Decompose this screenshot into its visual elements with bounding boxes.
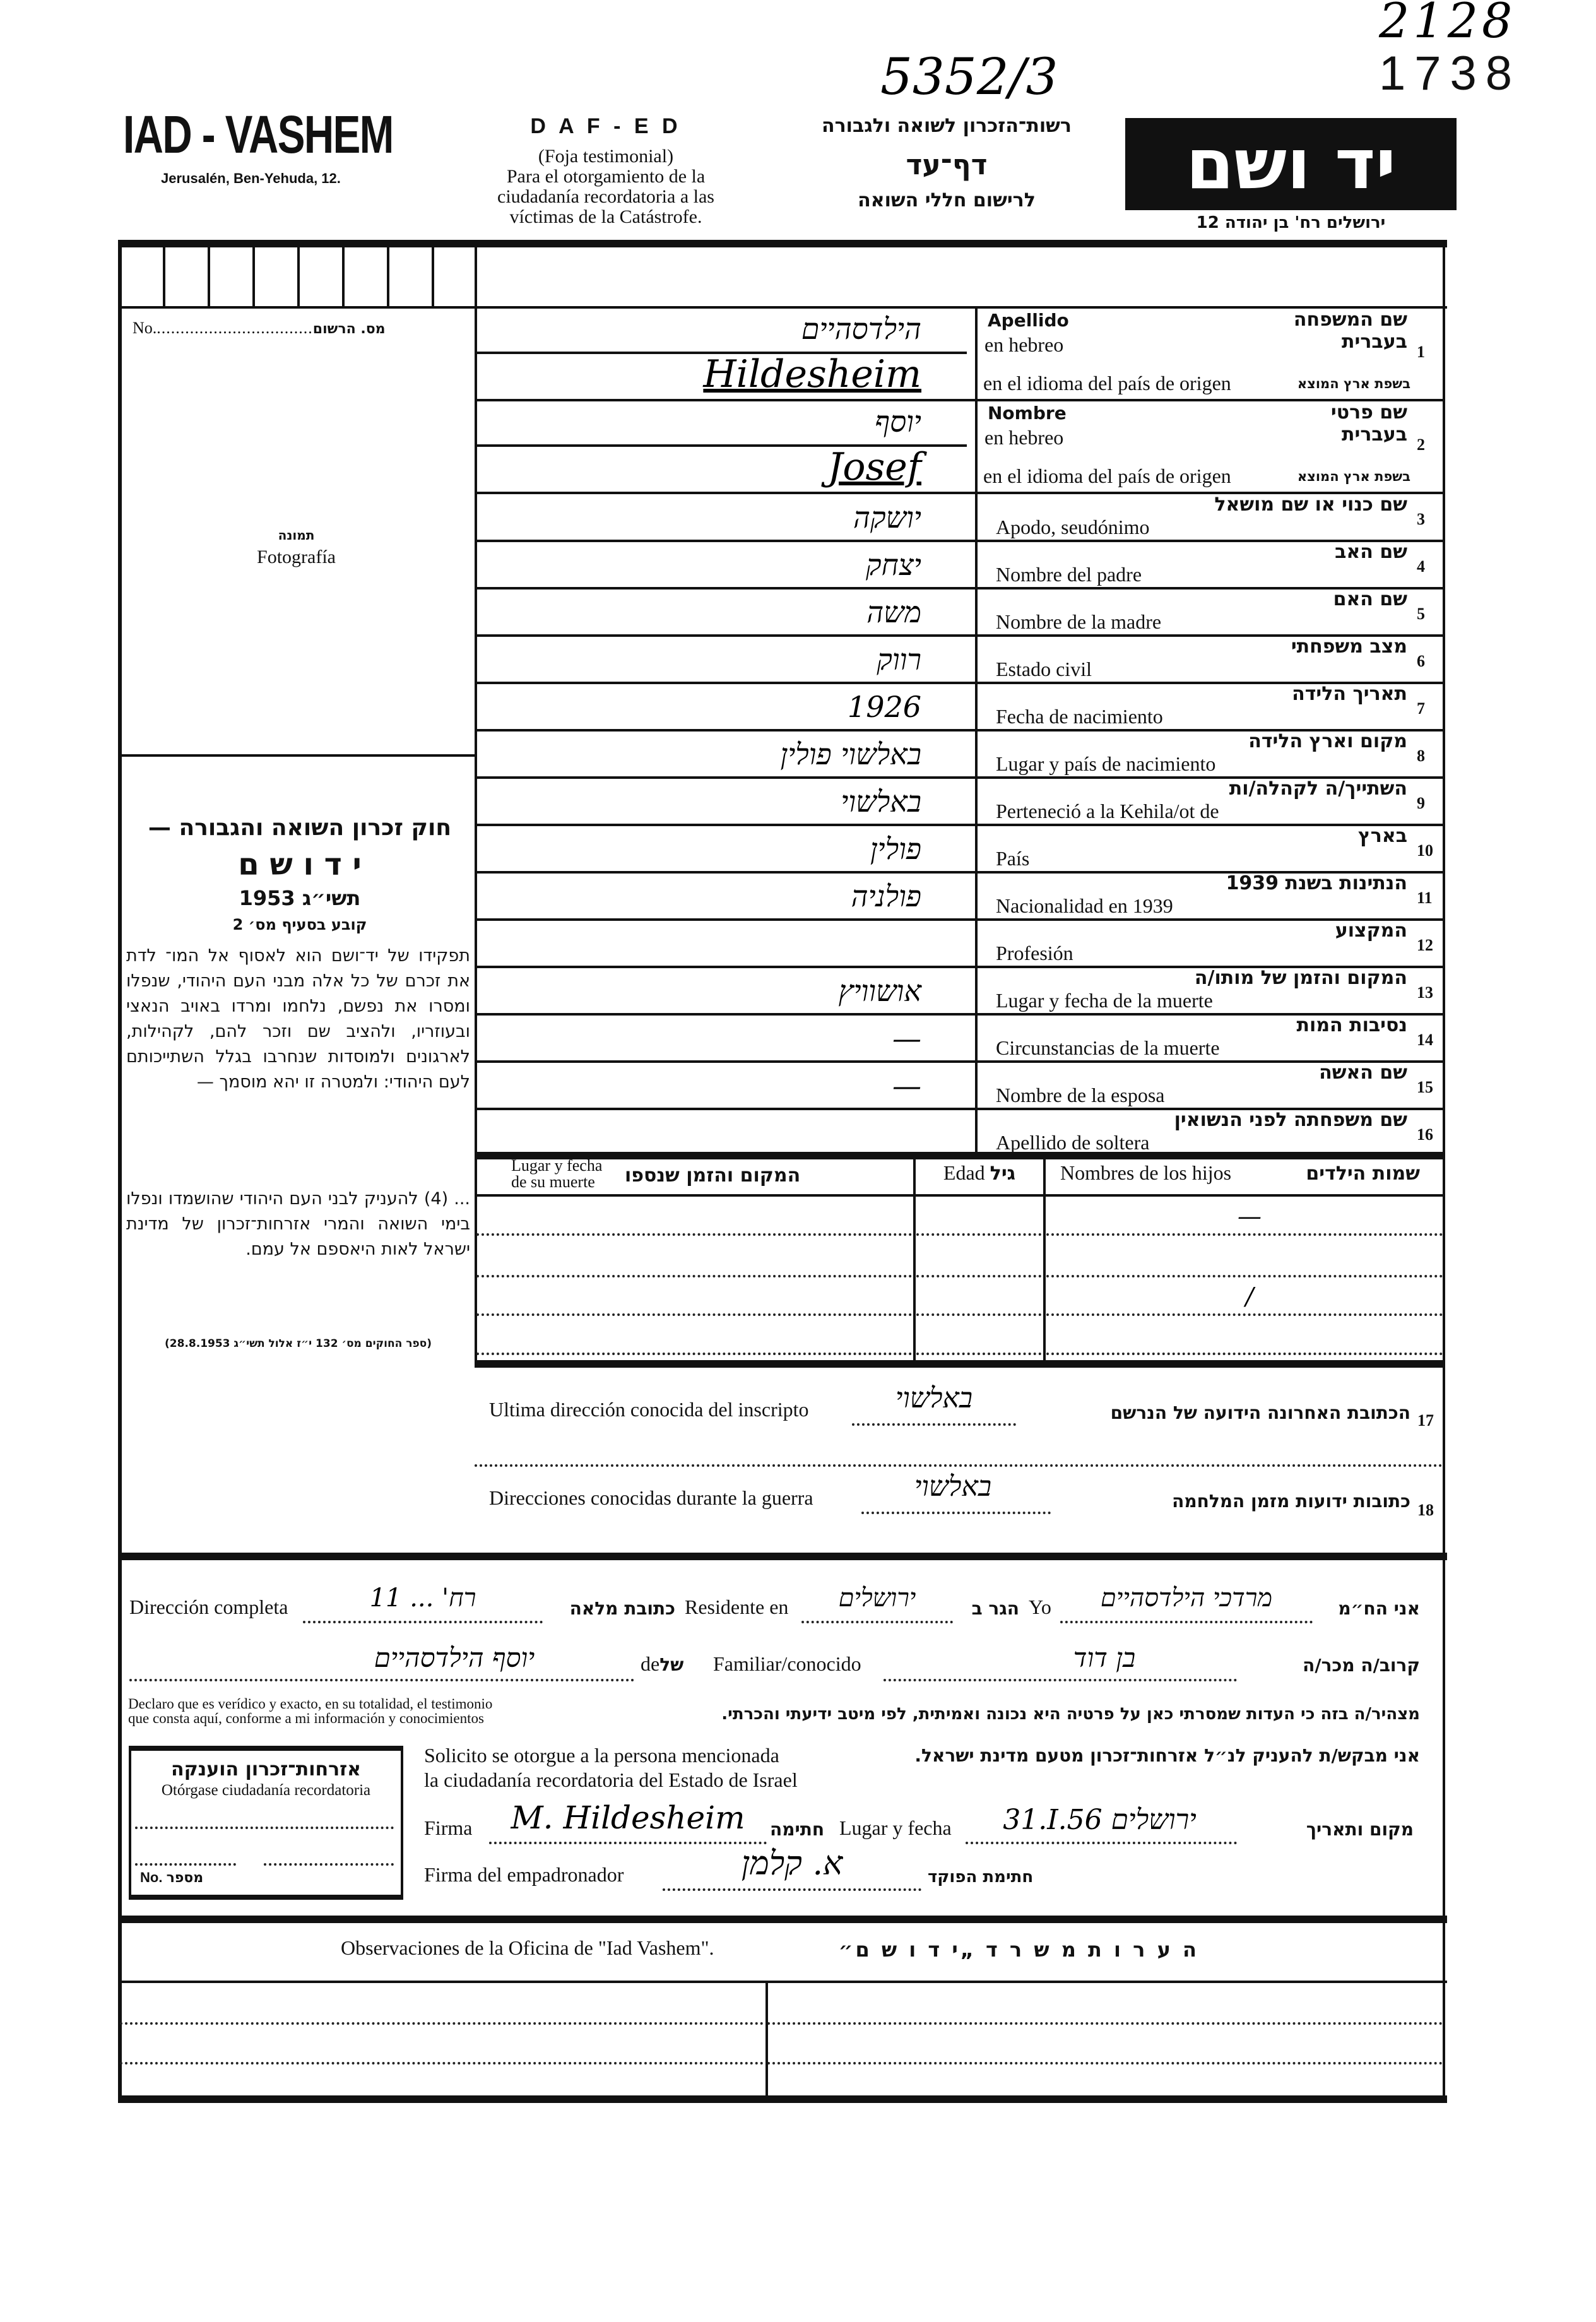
field-label-main: Nombre xyxy=(988,403,1067,424)
field-label-he: השתייך/ה לקהלה/ות xyxy=(1229,778,1407,800)
observation-line[interactable] xyxy=(120,2022,764,2025)
field-value[interactable]: — xyxy=(892,1021,921,1055)
field-label-he: שם האב xyxy=(1335,541,1407,563)
reg-no-label: No..................................מס. הרשום xyxy=(133,319,386,337)
section-divider xyxy=(118,1916,1447,1923)
field-value-hebrew[interactable]: יוסף xyxy=(875,405,921,439)
label-divider xyxy=(975,306,978,399)
frame-top xyxy=(118,240,1447,247)
field-value[interactable]: באלשוי xyxy=(841,785,921,819)
form-desc-line: víctimas de la Catástrofe. xyxy=(509,206,702,227)
field-value-origin[interactable]: Josef xyxy=(827,445,921,489)
org-address: Jerusalén, Ben-Yehuda, 12. xyxy=(161,170,341,186)
relation-label: Familiar/conocido xyxy=(713,1652,861,1675)
field-number: 17 xyxy=(1417,1411,1434,1430)
declaration-text-he: מצהיר/ה בזה כי העדות שמסרתי כאן על פרטיה היא נכונה ואמיתית, לפי מיטב ידיעתי והכרתי. xyxy=(721,1705,1420,1724)
label-divider xyxy=(975,871,978,918)
stamp-line xyxy=(135,1827,394,1829)
observation-line[interactable] xyxy=(767,2022,1443,2025)
request-text-2: la ciudadanía recordatoria del Estado de Israel xyxy=(424,1768,798,1791)
field-number: 3 xyxy=(1417,510,1425,528)
war-address-label: Direcciones conocidas durante la guerra xyxy=(489,1486,813,1509)
children-row-line xyxy=(916,1313,1041,1316)
children-row-line xyxy=(1046,1275,1443,1277)
field-label-he-sub: בעברית xyxy=(1342,331,1407,353)
archive-number-1: 2128 xyxy=(1379,0,1516,49)
registrar-signature[interactable]: א. קלמן xyxy=(741,1845,843,1883)
children-row-line xyxy=(1046,1233,1443,1236)
form-desc-line: ciudadanía recordatoria a las xyxy=(497,186,714,207)
observations-divider xyxy=(118,1981,1447,1983)
relation-label-he: קרוב/ה מכר/ה xyxy=(1303,1655,1420,1676)
logo-address: ירושלים רח' בן יהודה 12 xyxy=(1196,213,1386,232)
field-label: Perteneció a la Kehila/ot de xyxy=(996,800,1219,822)
label-divider xyxy=(975,729,978,776)
child-name[interactable]: / xyxy=(1245,1282,1254,1310)
field-value[interactable]: יצחק xyxy=(865,548,921,582)
law-source: (ספר החוקים מס׳ 132 י״ז אלול תשי״ג 28.8.1953) xyxy=(165,1337,432,1350)
of-es: de xyxy=(641,1652,660,1675)
registrar-label-he: חתימת הפוקד xyxy=(928,1868,1034,1887)
field-number: 13 xyxy=(1417,983,1433,1002)
form-title: D A F - E D xyxy=(530,114,682,138)
label-divider xyxy=(975,399,978,492)
section-divider xyxy=(118,1553,1447,1560)
observation-line[interactable] xyxy=(120,2062,764,2064)
children-row-line xyxy=(916,1353,1041,1355)
field-number: 4 xyxy=(1417,557,1425,576)
label-divider xyxy=(975,1060,978,1108)
form-desc-line: Para el otorgamiento de la xyxy=(506,166,706,187)
relation-value[interactable]: בן דוד xyxy=(1073,1642,1136,1673)
field-origin-label-he: בשפת ארץ המוצא xyxy=(1297,376,1410,391)
field-label-main: Apellido xyxy=(988,310,1069,331)
law-text-1: תפקידו של יד־ושם הוא לאסוף אל המו־ לדת את זכרם של כל אלה מבני העם היהודי, שנפלו ומסרו את נפשם, נלחמו ומרדו באויב הנאצי ובעוזריו, ולהציב שם וזכר להם, לקהילות, לארגונים ולמוסדות שנחרבו בגלל השתייכותם לעם היהודי: ולמטרה זו יהא מוסמך — xyxy=(126,946,470,1092)
field-value[interactable]: באלשוי פולין xyxy=(780,737,921,771)
he-form-title: דף־עד xyxy=(906,149,988,181)
photo-label-he: תמונה xyxy=(278,528,315,543)
frame-left xyxy=(118,240,122,2102)
field-origin-label-he: בשפת ארץ המוצא xyxy=(1297,469,1410,484)
field-label-he: מצב משפחתי xyxy=(1291,636,1407,658)
place-date-label-he: מקום ותאריך xyxy=(1306,1819,1414,1840)
observations-label-he: ה ע ר ו ת מ ש ר ד „י ד ו ש ם״ xyxy=(838,1938,1199,1962)
field-label: Nombre de la esposa xyxy=(996,1084,1165,1106)
field-label: Estado civil xyxy=(996,658,1092,680)
reg-box-divider xyxy=(252,243,255,306)
label-divider xyxy=(975,634,978,682)
children-row-line xyxy=(476,1233,912,1236)
resident-value[interactable]: ירושלים xyxy=(838,1584,916,1613)
field-value[interactable]: פולין xyxy=(870,832,921,866)
field-label: País xyxy=(996,847,1030,870)
field-label: Lugar y país de nacimiento xyxy=(996,752,1216,775)
war-address-value[interactable]: באלשוי xyxy=(914,1471,992,1503)
field-number: 15 xyxy=(1417,1078,1433,1096)
col-divider xyxy=(1043,1158,1046,1360)
address-value[interactable]: רח' ... 11 xyxy=(369,1584,476,1613)
field-number: 2 xyxy=(1417,435,1425,454)
logo-text: יד ושם xyxy=(1185,124,1397,204)
label-divider xyxy=(975,492,978,540)
resident-label-he: הגר ב xyxy=(971,1598,1019,1619)
victim-name[interactable]: יוסף הילדסהיים xyxy=(374,1642,535,1673)
field-label: Lugar y fecha de la muerte xyxy=(996,989,1213,1012)
photo-label: Fotografía xyxy=(257,547,336,567)
yo-label-he: אני הח״מ xyxy=(1338,1598,1420,1619)
label-divider xyxy=(975,966,978,1013)
signature-value[interactable]: M. Hildesheim xyxy=(511,1799,745,1836)
form-description xyxy=(454,146,757,227)
field-value-hebrew[interactable]: הילדסהיים xyxy=(801,312,921,346)
last-address-value[interactable]: באלשוי xyxy=(895,1382,973,1414)
of-he: של xyxy=(659,1654,684,1675)
law-name: י ד ו ש ם xyxy=(238,847,362,882)
frame-bottom xyxy=(118,2095,1447,2103)
field-label-sub: en hebreo xyxy=(984,426,1064,449)
stamp-line xyxy=(264,1863,394,1866)
observation-line[interactable] xyxy=(767,2062,1443,2064)
field-value[interactable]: יושקה xyxy=(853,501,921,535)
children-row-line xyxy=(916,1275,1041,1277)
law-title: חוק זכרון השואה והגבורה — xyxy=(148,815,452,841)
of-label xyxy=(641,1652,683,1676)
field-number: 6 xyxy=(1417,652,1425,670)
declaration-text: Declaro que es verídico y exacto, en su totalidad, el testimonio que consta aquí, conforme a mi información y conocimientos xyxy=(128,1696,493,1726)
field-label-sub: en hebreo xyxy=(984,333,1064,356)
place-date-label: Lugar y fecha xyxy=(839,1816,952,1839)
citizenship-stamp-box xyxy=(129,1746,403,1900)
row-divider-dotted xyxy=(475,1464,1443,1467)
field-value[interactable]: משה xyxy=(866,595,921,629)
he-authority: רשות־הזכרון לשואה ולגבורה xyxy=(822,115,1072,137)
address-label: Dirección completa xyxy=(129,1596,288,1618)
children-row-line xyxy=(1046,1313,1443,1316)
label-divider xyxy=(975,682,978,729)
field-number: 12 xyxy=(1417,936,1433,954)
resident-line xyxy=(801,1621,953,1623)
address-label-he: כתובת מלאה xyxy=(569,1598,675,1619)
field-number: 10 xyxy=(1417,841,1433,860)
field-value[interactable]: פולניה xyxy=(851,879,921,913)
col-divider xyxy=(913,1158,916,1360)
field-number: 7 xyxy=(1417,699,1425,718)
children-table-top xyxy=(475,1152,1445,1159)
form-subtitle: (Foja testimonial) xyxy=(538,146,674,167)
resident-label: Residente en xyxy=(685,1596,789,1618)
children-header-bottom xyxy=(475,1194,1445,1197)
field-label: Apellido de soltera xyxy=(996,1131,1150,1154)
child-name[interactable]: — xyxy=(1238,1202,1262,1230)
field-label-he: שם פרטי xyxy=(1330,401,1407,424)
of-line xyxy=(129,1679,634,1681)
col-death-label: Lugar y fecha de su muerte xyxy=(511,1156,603,1191)
yad-vashem-logo xyxy=(1125,118,1457,210)
field-label: Apodo, seudónimo xyxy=(996,516,1150,538)
frame-right xyxy=(1443,240,1445,2102)
field-number: 5 xyxy=(1417,605,1425,623)
field-label-he: הנתינות בשנת 1939 xyxy=(1226,872,1407,894)
signature-label: Firma xyxy=(424,1816,473,1839)
last-address-label: Ultima dirección conocida del inscripto xyxy=(489,1398,809,1421)
children-row-line xyxy=(1046,1353,1443,1355)
field-number: 9 xyxy=(1417,794,1425,812)
col-names-label-he: שמות הילדים xyxy=(1306,1163,1420,1185)
label-divider xyxy=(975,540,978,587)
field-number: 8 xyxy=(1417,747,1425,765)
field-label: Circunstancias de la muerte xyxy=(996,1036,1220,1059)
law-year: תשי״ג 1953 xyxy=(239,886,361,910)
field-origin-label: en el idioma del país de origen xyxy=(983,465,1231,487)
stamp-no: No. xyxy=(140,1869,163,1885)
children-row-line xyxy=(476,1275,912,1277)
reg-no-text: No. xyxy=(133,319,157,337)
field-label-he: נסיבות המות xyxy=(1296,1014,1407,1036)
reg-box-divider xyxy=(163,243,165,306)
place-date-line xyxy=(966,1842,1237,1844)
relation-line xyxy=(884,1679,1237,1681)
stamp-title: Otórgase ciudadanía recordatoria xyxy=(161,1782,371,1799)
reg-box-divider xyxy=(342,243,345,306)
col-age-label xyxy=(916,1161,1043,1185)
field-label-he: שם האשה xyxy=(1319,1062,1407,1084)
reg-box-divider xyxy=(387,243,389,306)
label-divider xyxy=(975,824,978,871)
label-divider xyxy=(975,587,978,634)
field-label-he: תאריך הלידה xyxy=(1292,683,1407,705)
field-number: 11 xyxy=(1417,889,1433,907)
yo-line xyxy=(1060,1621,1313,1623)
war-address-line xyxy=(861,1512,1051,1514)
law-text-2: ... (4) להעניק לבני העם היהודי שהושמדו ונפלו בימי השואה והמרי אזרחות־זכרון של מדינת ישראל לאות היאספם אל עמם. xyxy=(126,1189,470,1259)
last-address-label-he: הכתובת האחרונה הידועה של הנרשם xyxy=(1110,1402,1410,1423)
photo-area-bottom xyxy=(118,754,475,757)
label-divider xyxy=(975,1108,978,1155)
stamp-line xyxy=(135,1863,236,1866)
field-value[interactable]: — xyxy=(892,1069,921,1103)
declarant-name[interactable]: מרדכי הילדסהיים xyxy=(1100,1584,1273,1613)
he-form-desc: לרישום חללי השואה xyxy=(858,189,1036,211)
field-value[interactable]: אושוויץ xyxy=(838,974,921,1008)
field-value-origin[interactable]: Hildesheim xyxy=(703,352,921,396)
left-column-divider xyxy=(475,240,477,1366)
label-divider xyxy=(975,918,978,966)
field-label-he: המקצוע xyxy=(1335,920,1407,942)
signature-label-he: חתימה xyxy=(770,1819,825,1840)
stamp-no-label xyxy=(140,1869,203,1887)
org-name: IAD - VASHEM xyxy=(123,105,393,164)
field-label-he: שם משפחתה לפני הנשואין xyxy=(1174,1109,1407,1131)
field-label-he: בארץ xyxy=(1357,825,1407,847)
yo-label: Yo xyxy=(1029,1596,1051,1618)
archive-number-2: 1738 xyxy=(1379,47,1522,100)
field-label-he: שם כנוי או שם מושאל xyxy=(1214,494,1407,516)
reg-box-divider xyxy=(208,243,210,306)
law-clause: קובע בסעיף מס׳ 2 xyxy=(232,916,367,933)
field-value[interactable]: רווק xyxy=(877,643,921,677)
children-row-line xyxy=(476,1353,912,1355)
last-address-line xyxy=(852,1423,1016,1426)
reg-no-he: מס. הרשום xyxy=(312,321,386,337)
reg-box-divider xyxy=(432,243,434,306)
label-divider xyxy=(975,1013,978,1060)
observations-column-divider xyxy=(765,1981,768,2097)
field-label-he: המקום והזמן של מותו/ה xyxy=(1194,967,1407,989)
observations-label: Observaciones de la Oficina de "Iad Vashem". xyxy=(341,1936,714,1959)
file-number: 5352/3 xyxy=(880,47,1058,106)
children-table-bottom xyxy=(475,1360,1445,1368)
registrar-label: Firma del empadronador xyxy=(424,1863,624,1886)
col-names-label: Nombres de los hijos xyxy=(1060,1161,1232,1184)
col-age-he: גיל xyxy=(990,1163,1016,1185)
field-number: 14 xyxy=(1417,1031,1433,1049)
field-label: Nombre de la madre xyxy=(996,610,1162,633)
request-text-1: Solicito se otorgue a la persona mencionada xyxy=(424,1744,779,1767)
field-origin-label: en el idioma del país de origen xyxy=(983,372,1231,394)
field-label: Fecha de nacimiento xyxy=(996,705,1163,728)
field-label-he: מקום וארץ הלידה xyxy=(1248,730,1407,752)
field-number: 1 xyxy=(1417,343,1425,361)
place-date-value[interactable]: 31.I.56 ירושלים xyxy=(1003,1804,1197,1836)
field-label: Profesión xyxy=(996,942,1073,964)
war-address-label-he: כתובות ידועות מזמן המלחמה xyxy=(1172,1491,1410,1512)
children-row-line xyxy=(916,1233,1041,1236)
field-label: Nacionalidad en 1939 xyxy=(996,894,1173,917)
address-line xyxy=(303,1621,543,1623)
field-label-he: שם המשפחה xyxy=(1293,309,1407,331)
col-age-es: Edad xyxy=(943,1161,985,1184)
field-number: 16 xyxy=(1417,1125,1433,1144)
reg-box-divider xyxy=(297,243,300,306)
field-label-he: שם האם xyxy=(1333,588,1407,610)
label-divider xyxy=(975,776,978,824)
field-label: Nombre del padre xyxy=(996,563,1142,586)
col-death-label-he: המקום והזמן שנספו xyxy=(625,1164,801,1187)
stamp-no-he: מספר xyxy=(166,1870,204,1886)
field-value[interactable]: 1926 xyxy=(847,690,921,724)
children-row-line xyxy=(476,1313,912,1316)
field-number: 18 xyxy=(1417,1501,1434,1519)
registrar-line xyxy=(663,1888,921,1891)
field-label-he-sub: בעברית xyxy=(1342,424,1407,446)
stamp-title-he: אזרחות־זכרון הוענקה xyxy=(170,1758,362,1780)
request-text-he: אני מבקש/ת להעניק לנ״ל אזרחות־זכרון מטעם מדינת ישראל. xyxy=(914,1745,1420,1766)
